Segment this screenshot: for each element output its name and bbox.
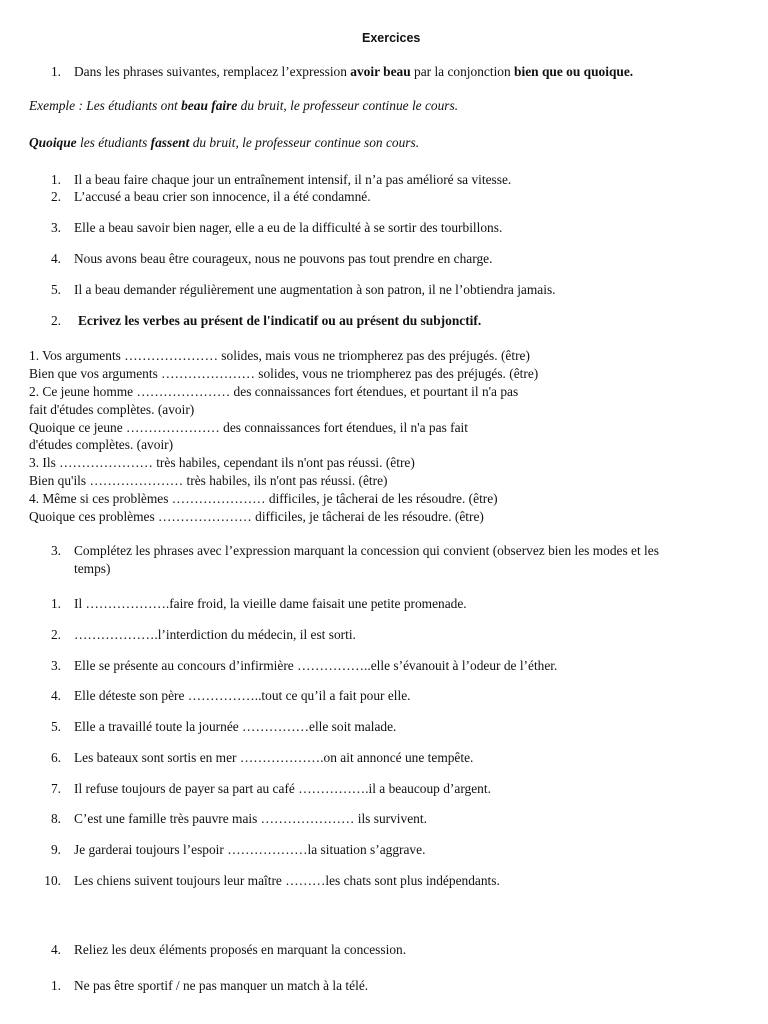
- ex2-line: Bien que vos arguments ………………… solides, vous ne triompherez pas des préjugés. (être): [29, 366, 539, 381]
- ex3-item-number: 8.: [50, 811, 61, 826]
- ex3-item-text: Il refuse toujours de payer sa part au café …………….il a beaucoup d’argent.: [74, 781, 491, 796]
- ex2-line: fait d'études complètes. (avoir): [29, 402, 195, 417]
- ex2-line: 2. Ce jeune homme ………………… des connaissances fort étendues, et pourtant il n'a pas: [29, 384, 519, 399]
- ex3-item-number: 3.: [50, 658, 61, 673]
- ex1-item-text: L’accusé a beau crier son innocence, il a été condamné.: [74, 189, 371, 204]
- ex3-item-text: Les bateaux sont sortis en mer ……………….on ait annoncé une tempête.: [74, 750, 474, 765]
- ex2-line: 1. Vos arguments ………………… solides, mais vous ne triompherez pas des préjugés. (être): [29, 348, 530, 363]
- ex2-line: Quoique ces problèmes ………………… difficiles, je tâcherai de les résoudre. (être): [29, 509, 484, 524]
- exercise-4-number: 4.: [50, 942, 61, 957]
- exercise-2-number: 2.: [50, 313, 61, 328]
- ex3-item-number: 9.: [50, 842, 61, 857]
- ex1-item-number: 5.: [50, 282, 61, 297]
- ex1-item-text: Nous avons beau être courageux, nous ne pouvons pas tout prendre en charge.: [74, 251, 493, 266]
- exercise-3-instruction-line1: Complétez les phrases avec l’expression marquant la concession qui convient (observez bien les modes et les: [74, 543, 659, 558]
- exercise-3-instruction-line2: temps): [74, 561, 111, 576]
- ex1-item-number: 4.: [50, 251, 61, 266]
- ex1-item-number: 1.: [50, 172, 61, 187]
- exercise-3-number: 3.: [50, 543, 61, 558]
- ex3-item-number: 2.: [50, 627, 61, 642]
- ex3-item-text: Les chiens suivent toujours leur maître ………les chats sont plus indépendants.: [74, 873, 500, 888]
- ex1-item-text: Elle a beau savoir bien nager, elle a eu de la difficulté à se sortir des tourbillons.: [74, 220, 503, 235]
- exercise-4-instruction: Reliez les deux éléments proposés en marquant la concession.: [74, 942, 407, 957]
- ex2-line: 3. Ils ………………… très habiles, cependant ils n'ont pas réussi. (être): [29, 455, 415, 470]
- ex1-item-number: 2.: [50, 189, 61, 204]
- ex3-item-text: Je garderai toujours l’espoir ………………la situation s’aggrave.: [74, 842, 426, 857]
- ex1-item-number: 3.: [50, 220, 61, 235]
- ex3-item-text: Elle déteste son père ……………..tout ce qu’il a fait pour elle.: [74, 688, 411, 703]
- ex3-item-number: 4.: [50, 688, 61, 703]
- ex4-item-number: 1.: [50, 978, 61, 993]
- ex3-item-number: 1.: [50, 596, 61, 611]
- exercise-2-instruction: Ecrivez les verbes au présent de l'indicatif ou au présent du subjonctif.: [78, 313, 482, 328]
- ex3-item-number: 7.: [50, 781, 61, 796]
- exercise-1-example-answer: Quoique les étudiants fassent du bruit, le professeur continue son cours.: [29, 135, 420, 150]
- ex3-item-text: C’est une famille très pauvre mais ………………… ils survivent.: [74, 811, 427, 826]
- ex3-item-number: 6.: [50, 750, 61, 765]
- exercise-1-instruction: Dans les phrases suivantes, remplacez l’expression avoir beau par la conjonction bien que ou quoique.: [74, 64, 634, 79]
- ex1-item-text: Il a beau demander régulièrement une augmentation à son patron, il ne l’obtiendra jamais.: [74, 282, 556, 297]
- ex3-item-number: 10.: [44, 873, 61, 888]
- ex2-line: Bien qu'ils ………………… très habiles, ils n'ont pas réussi. (être): [29, 473, 388, 488]
- ex3-item-text: Elle se présente au concours d’infirmière ……………..elle s’évanouit à l’odeur de l’éther.: [74, 658, 558, 673]
- ex2-line: Quoique ce jeune ………………… des connaissances fort étendues, il n'a pas fait: [29, 420, 468, 435]
- ex3-item-number: 5.: [50, 719, 61, 734]
- page-title: Exercices: [362, 31, 421, 45]
- ex3-item-text: Elle a travaillé toute la journée ……………elle soit malade.: [74, 719, 397, 734]
- exercise-1-number: 1.: [50, 64, 61, 79]
- ex2-line: d'études complètes. (avoir): [29, 437, 174, 452]
- ex2-line: 4. Même si ces problèmes ………………… difficiles, je tâcherai de les résoudre. (être): [29, 491, 498, 506]
- ex3-item-text: Il ……………….faire froid, la vieille dame faisait une petite promenade.: [74, 596, 467, 611]
- ex4-item-text: Ne pas être sportif / ne pas manquer un match à la télé.: [74, 978, 369, 993]
- exercise-1-example-sentence: Exemple : Les étudiants ont beau faire du bruit, le professeur continue le cours.: [29, 98, 459, 113]
- ex1-item-text: Il a beau faire chaque jour un entraînement intensif, il n’a pas amélioré sa vitesse.: [74, 172, 512, 187]
- ex3-item-text: ……………….l’interdiction du médecin, il est sorti.: [74, 627, 356, 642]
